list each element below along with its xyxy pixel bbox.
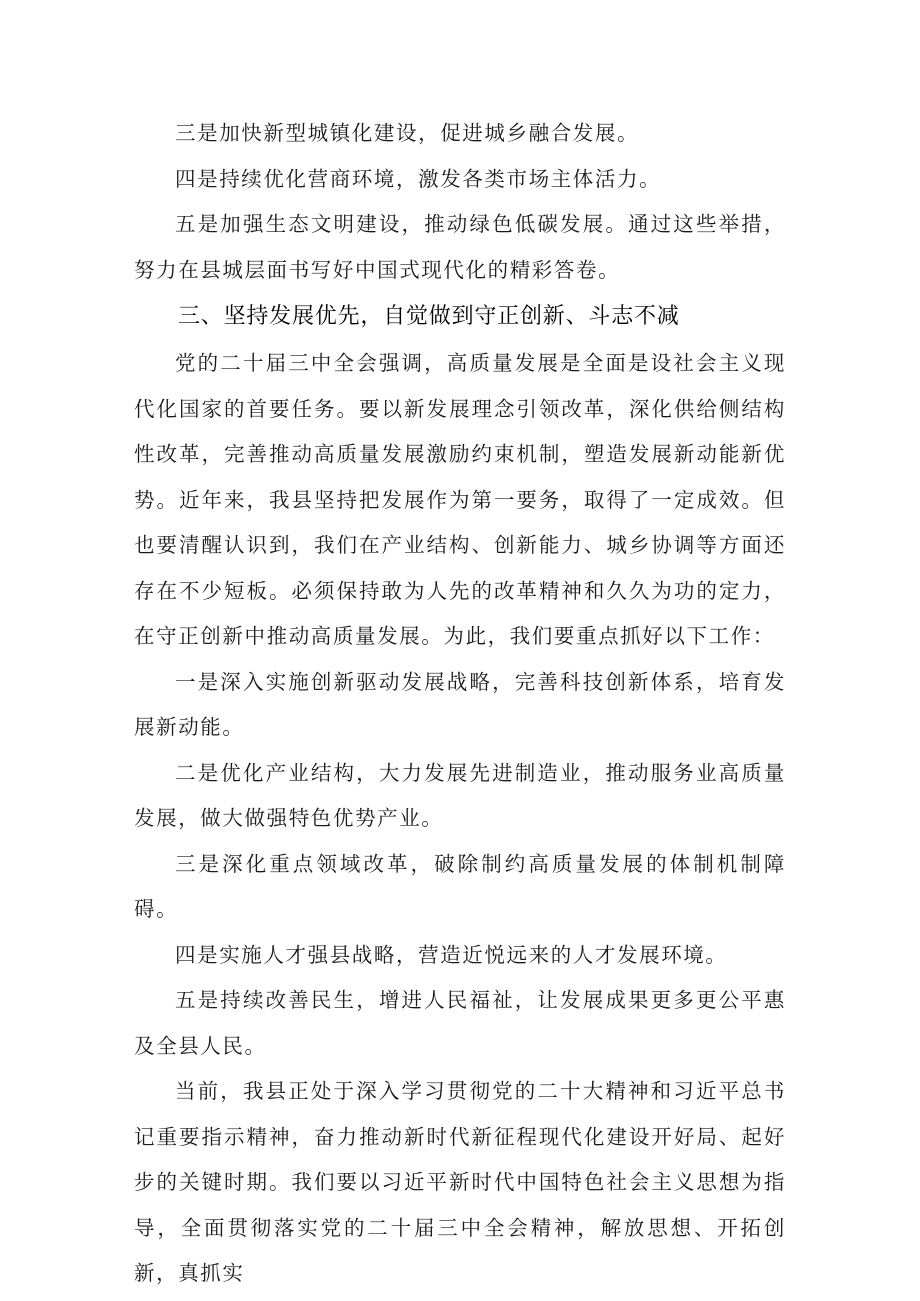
paragraph-task-three: 三是深化重点领域改革，破除制约高质量发展的体制机制障碍。 xyxy=(134,851,786,921)
paragraph-point-four: 四是持续优化营商环境，激发各类市场主体活力。 xyxy=(175,166,662,191)
paragraph-point-five: 五是加强生态文明建设，推动绿色低碳发展。通过这些举措，努力在县城层面书写好中国式现代化的精彩答卷。 xyxy=(134,212,786,282)
paragraph-task-two: 二是优化产业结构，大力发展先进制造业，推动服务业高质量发展，做大做强特色优势产业。 xyxy=(134,760,786,830)
paragraph-intro: 党的二十届三中全会强调，高质量发展是全面是设社会主义现代化国家的首要任务。要以新发展理念引领改革，深化供给侧结构性改革，完善推动高质量发展激励约束机制，塑造发展新动能新优势。近年来，我县坚持把发展作为第一要务，取得了一定成效。但也要清醒认识到，我们在产业结构、创新能力、城乡协调等方面还存在不少短板。必须保持敢为人先的改革精神和久久为功的定力，在守正创新中推动高质量发展。为此，我们要重点抓好以下工作： xyxy=(134,351,786,648)
paragraph-task-one: 一是深入实施创新驱动发展战略，完善科技创新体系，培育发展新动能。 xyxy=(134,669,786,739)
document-body xyxy=(134,111,786,1297)
paragraph-task-four: 四是实施人才强县战略，营造近悦远来的人才发展环境。 xyxy=(175,942,728,967)
paragraph-point-three: 三是加快新型城镇化建设，促进城乡融合发展。 xyxy=(175,121,640,145)
section-heading: 三、坚持发展优先，自觉做到守正创新、斗志不减 xyxy=(178,304,680,329)
paragraph-conclusion: 当前，我县正处于深入学习贯彻党的二十大精神和习近平总书记重要指示精神，奋力推动新时代新征程现代化建设开好局、起好步的关键时期。我们要以习近平新时代中国特色社会主义思想为指导，全面贯彻落实党的二十届三中全会精神，解放思想、开拓创新，真抓实 xyxy=(134,1079,786,1285)
paragraph-task-five: 五是持续改善民生，增进人民福祉，让发展成果更多更公平惠及全县人民。 xyxy=(134,988,786,1058)
